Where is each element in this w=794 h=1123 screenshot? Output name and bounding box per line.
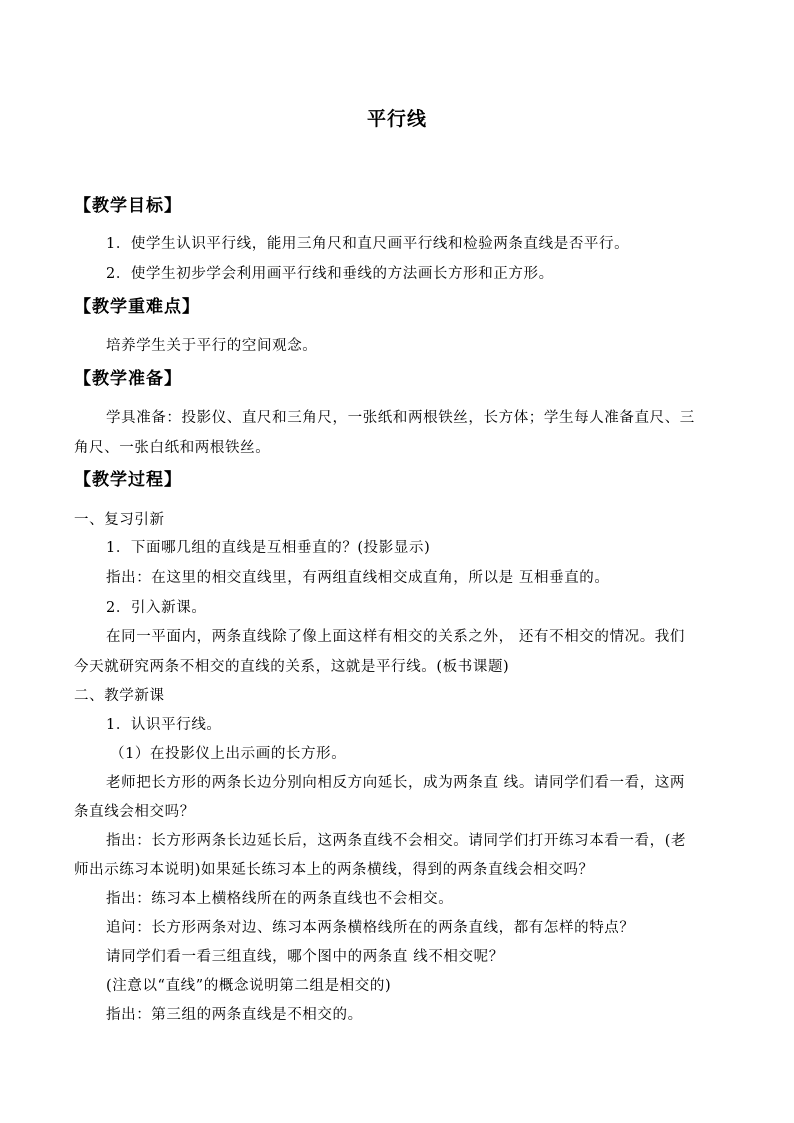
process-line: 老师把长方形的两条长边分别向相反方向延长，成为两条直 线。请同学们看一看，这两 — [106, 775, 686, 791]
process-line: 二、教学新课 — [74, 688, 165, 704]
section-heading-key-points: 【教学重难点】 — [74, 297, 200, 317]
process-line: 指出：练习本上横格线所在的两条直线也不会相交。 — [106, 891, 454, 907]
process-line: 指出：长方形两条长边延长后，这两条直线不会相交。请同学们打开练习本看一看，(老 — [106, 833, 687, 849]
process-line: 今天就研究两条不相交的直线的关系，这就是平行线。(板书课题) — [74, 659, 510, 675]
process-line: 指出：第三组的两条直线是不相交的。 — [106, 1007, 363, 1023]
process-line: 条直线会相交吗？ — [74, 804, 195, 820]
process-line: 2．引入新课。 — [106, 600, 207, 616]
preparation-line: 角尺、一张白纸和两根铁丝。 — [74, 440, 271, 456]
process-line: 追问：长方形两条对边、练习本两条横格线所在的两条直线，都有怎样的特点？ — [106, 920, 635, 936]
goal-item: 1．使学生认识平行线，能用三角尺和直尺画平行线和检验两条直线是否平行。 — [106, 236, 630, 252]
process-line: (注意以“直线”的概念说明第二组是相交的) — [106, 978, 392, 994]
key-points-text: 培养学生关于平行的空间观念。 — [106, 338, 318, 354]
section-heading-goals: 【教学目标】 — [74, 196, 182, 216]
process-line: 在同一平面内，两条直线除了像上面这样有相交的关系之外， 还有不相交的情况。我们 — [106, 629, 686, 645]
process-line: 指出：在这里的相交直线里，有两组直线相交成直角，所以是 互相垂直的。 — [106, 570, 610, 586]
process-line: 师出示练习本说明)如果延长练习本上的两条横线，得到的两条直线会相交吗？ — [74, 862, 594, 878]
process-line: 请同学们看一看三组直线，哪个图中的两条直 线不相交呢？ — [106, 949, 504, 965]
process-line: 1．下面哪几组的直线是互相垂直的？(投影显示) — [106, 540, 431, 556]
section-heading-process: 【教学过程】 — [74, 470, 182, 490]
page-title: 平行线 — [366, 108, 427, 130]
process-line: （1）在投影仪上出示画的长方形。 — [110, 746, 347, 762]
goal-item: 2．使学生初步学会利用画平行线和垂线的方法画长方形和正方形。 — [106, 266, 554, 282]
section-heading-preparation: 【教学准备】 — [74, 369, 182, 389]
process-line: 一、复习引新 — [74, 512, 165, 528]
process-line: 1．认识平行线。 — [106, 717, 222, 733]
preparation-line: 学具准备：投影仪、直尺和三角尺，一张纸和两根铁丝，长方体；学生每人准备直尺、三 — [106, 410, 695, 426]
